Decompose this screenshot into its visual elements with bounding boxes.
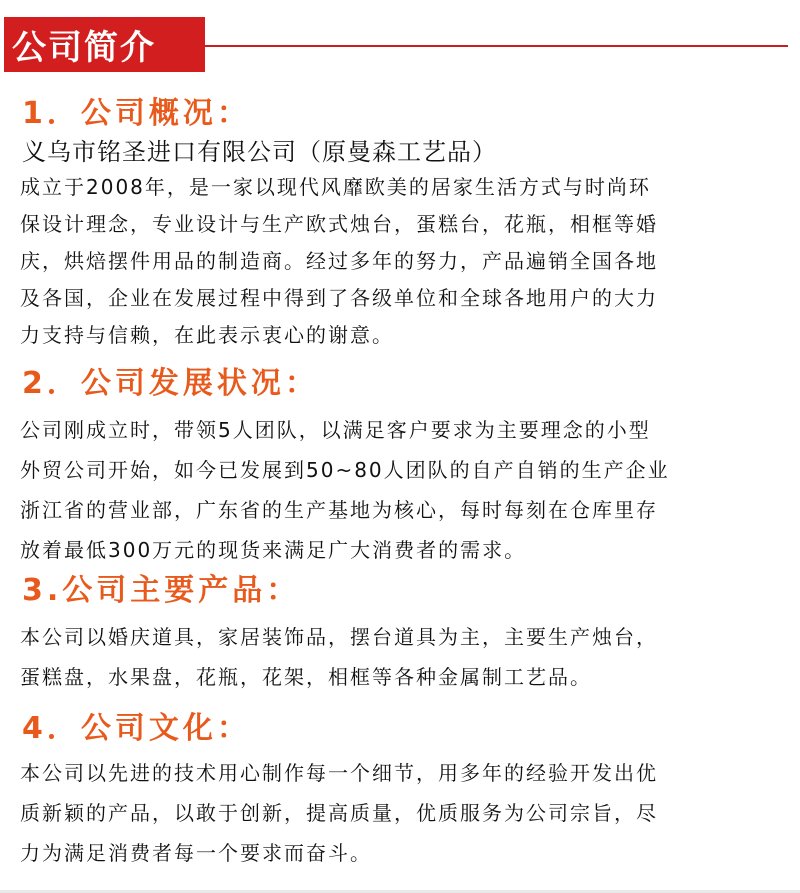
paragraph-line: 浙江省的营业部，广东省的生产基地为核心，每时每刻在仓库里存 — [20, 498, 658, 522]
products-paragraph — [20, 617, 780, 697]
section-title-overview: 1．公司概况： — [22, 96, 251, 131]
section-title-development: 2．公司发展状况： — [22, 366, 319, 401]
paragraph-line: 本公司以婚庆道具，家居装饰品，摆台道具为主，主要生产烛台， — [20, 625, 658, 649]
paragraph-line: 力支持与信赖，在此表示衷心的谢意。 — [20, 323, 394, 347]
paragraph-line: 公司刚成立时，带领5人团队，以满足客户要求为主要理念的小型 — [20, 418, 651, 442]
paragraph-line: 本公司以先进的技术用心制作每一个细节，用多年的经验开发出优 — [20, 761, 658, 785]
paragraph-line: 蛋糕盘，水果盘，花瓶，花架，相框等各种金属制工艺品。 — [20, 665, 592, 689]
paragraph-line: 质新颖的产品，以敢于创新，提高质量，优质服务为公司宗旨，尽 — [20, 801, 658, 825]
header-divider — [205, 45, 788, 47]
culture-paragraph — [20, 753, 780, 873]
paragraph-line: 成立于2008年，是一家以现代风靡欧美的居家生活方式与时尚环 — [20, 175, 651, 199]
development-paragraph — [20, 410, 780, 570]
section-title-products: 3.公司主要产品： — [22, 573, 301, 608]
company-name: 义乌市铭圣进口有限公司（原曼森工艺品） — [22, 138, 497, 166]
paragraph-line: 保设计理念，专业设计与生产欧式烛台，蛋糕台，花瓶，相框等婚 — [20, 212, 658, 236]
section-title-culture: 4．公司文化： — [22, 711, 251, 746]
page-title: 公司简介 — [4, 17, 205, 72]
overview-paragraph — [20, 169, 780, 354]
paragraph-line: 放着最低300万元的现货来满足广大消费者的需求。 — [20, 538, 527, 562]
paragraph-line: 外贸公司开始，如今已发展到50~80人团队的自产自销的生产企业 — [20, 458, 670, 482]
paragraph-line: 及各国，企业在发展过程中得到了各级单位和全球各地用户的大力 — [20, 286, 658, 310]
paragraph-line: 庆，烘焙摆件用品的制造商。经过多年的努力，产品遍销全国各地 — [20, 249, 658, 273]
paragraph-line: 力为满足消费者每一个要求而奋斗。 — [20, 841, 372, 865]
